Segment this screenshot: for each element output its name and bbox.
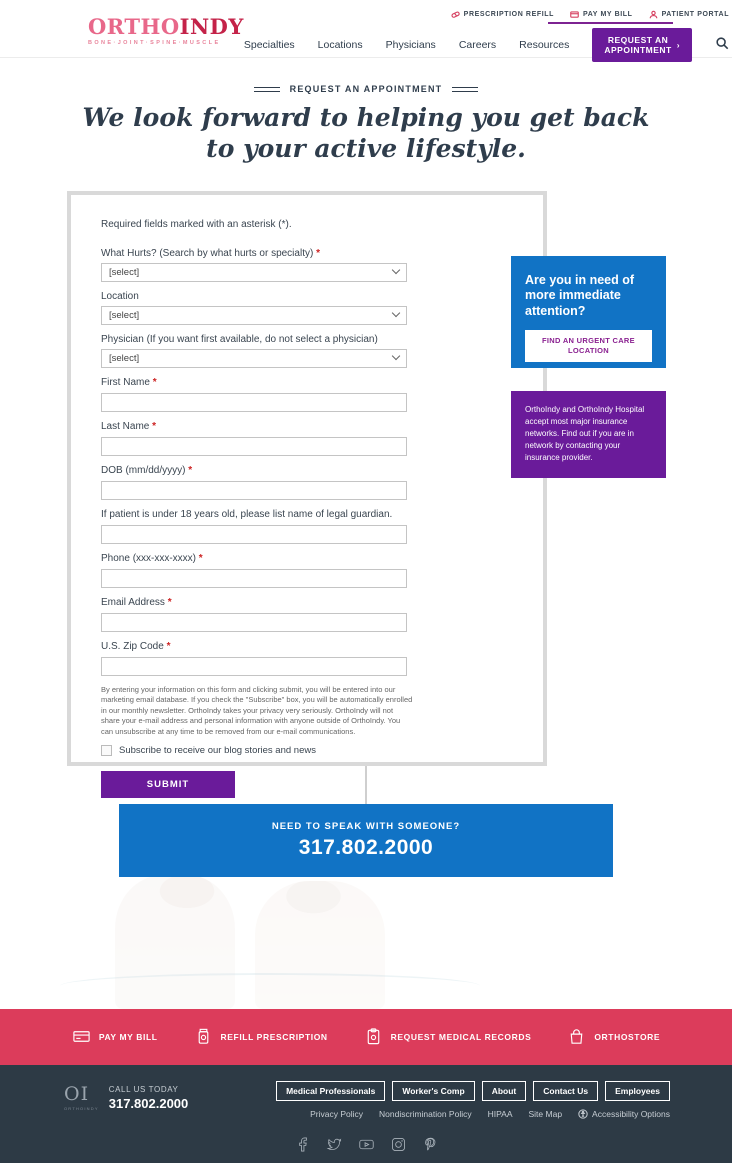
what-hurts-select[interactable]: [select] [101, 263, 407, 282]
main-nav [244, 28, 729, 62]
footer-button-workers-comp[interactable]: Worker's Comp [392, 1081, 474, 1101]
quicklink-orthostore[interactable]: ORTHOSTORE [567, 1027, 660, 1046]
utility-prescription-refill[interactable]: PRESCRIPTION REFILL [451, 10, 554, 19]
chevron-right-icon: › [676, 40, 681, 50]
required-asterisk: * [188, 464, 193, 476]
call-us-label: CALL US TODAY [108, 1084, 179, 1094]
footer-link-accessibility[interactable]: Accessibility Options [578, 1109, 670, 1119]
required-asterisk: * [316, 247, 320, 259]
field-what-hurts: What Hurts? (Search by what hurts or specialty) * [select] [101, 248, 407, 282]
footer-button-employees[interactable]: Employees [605, 1081, 670, 1101]
footer-link-site-map[interactable]: Site Map [528, 1108, 563, 1119]
footer-brand [64, 1082, 189, 1111]
utility-pay-my-bill[interactable]: PAY MY BILL [570, 10, 633, 19]
footer-logo-sub: ORTHOINDY [64, 1105, 99, 1111]
required-asterisk: * [152, 376, 157, 388]
email-field[interactable] [101, 613, 407, 632]
required-asterisk: * [167, 596, 172, 608]
credit-card-icon [570, 10, 579, 19]
utility-underline-decoration [548, 22, 673, 24]
nav-item-resources[interactable]: Resources [519, 39, 570, 51]
footer-link-privacy-policy[interactable]: Privacy Policy [310, 1108, 364, 1119]
field-location: Location [select] [101, 291, 407, 325]
footer-phone[interactable]: 317.802.2000 [108, 1095, 189, 1111]
nav-item-specialties[interactable]: Specialties [243, 39, 295, 51]
nav-item-locations[interactable]: Locations [317, 39, 363, 51]
footer-link-nondiscrimination[interactable]: Nondiscrimination Policy [379, 1108, 472, 1119]
urgent-care-card [511, 256, 666, 368]
logo-text-primary: ORTHO [88, 14, 180, 39]
field-zip: U.S. Zip Code * [101, 641, 407, 676]
marketing-disclaimer: By entering your information on this form and clicking submit, you will be entered into our marketing email database. If you check the "Subscribe" box, you will be automatically enrolled in our monthly newsletter. OrthoIndy takes your privacy very seriously. OrthoIndy will not share your e-mail address and personal information with anyone outside of OrthoIndy. You can unsubscribe at any time to be removed from our e-mail communications. [101, 684, 413, 736]
subscribe-label: Subscribe to receive our blog stories and news [119, 745, 316, 756]
facebook-icon[interactable] [294, 1136, 311, 1158]
phone-banner-label: NEED TO SPEAK WITH SOMEONE? [271, 820, 461, 832]
pill-icon [451, 10, 460, 19]
eyebrow-line [452, 87, 478, 92]
nav-item-physicians[interactable]: Physicians [385, 39, 436, 51]
quicklink-pay-my-bill[interactable]: PAY MY BILL [72, 1027, 158, 1046]
footer-buttons [276, 1081, 670, 1101]
chevron-down-icon [392, 352, 400, 360]
submit-button[interactable]: SUBMIT [101, 771, 235, 798]
field-dob: DOB (mm/dd/yyyy) * [101, 465, 407, 500]
location-select[interactable]: [select] [101, 306, 407, 325]
header-right [244, 0, 729, 57]
person-icon [649, 10, 658, 19]
footer-button-about[interactable]: About [482, 1081, 527, 1101]
appointment-form [67, 191, 547, 790]
quicklink-request-medical-records[interactable]: REQUEST MEDICAL RECORDS [364, 1027, 532, 1046]
youtube-icon[interactable] [358, 1136, 375, 1158]
phone-banner [119, 804, 613, 877]
header [0, 0, 732, 58]
footer-link-hipaa[interactable]: HIPAA [487, 1108, 513, 1119]
required-asterisk: * [166, 640, 171, 652]
chevron-down-icon [392, 309, 400, 317]
field-physician: Physician (If you want first available, do not select a physician) [select] [101, 334, 407, 368]
accessibility-icon [578, 1109, 588, 1119]
footer-links [310, 1109, 670, 1119]
search-icon[interactable] [715, 36, 729, 55]
field-first-name: First Name * [101, 377, 407, 412]
logo-text-secondary: INDY [179, 14, 244, 39]
insurance-card [511, 391, 666, 478]
required-fields-note: Required fields marked with an asterisk (*). [101, 218, 292, 230]
subscribe-row [101, 745, 543, 756]
connector-line [365, 766, 367, 804]
subscribe-checkbox[interactable] [101, 745, 112, 756]
eyebrow-line [254, 87, 280, 92]
utility-nav [451, 10, 729, 19]
eyebrow [0, 84, 732, 94]
social-links [0, 1136, 732, 1158]
instagram-icon[interactable] [390, 1136, 407, 1158]
footer-button-medical-professionals[interactable]: Medical Professionals [276, 1081, 385, 1101]
page-title: We look forward to helping you get back to your active lifestyle. [82, 103, 650, 164]
twitter-icon[interactable] [326, 1136, 343, 1158]
last-name-field[interactable] [101, 437, 407, 456]
footer [0, 1065, 732, 1163]
main-content [0, 191, 732, 877]
required-asterisk: * [198, 552, 203, 564]
utility-patient-portal[interactable]: PATIENT PORTAL [649, 10, 730, 19]
field-guardian: If patient is under 18 years old, please list name of legal guardian. [101, 509, 407, 544]
quicklink-refill-prescription[interactable]: REFILL PRESCRIPTION [194, 1027, 328, 1046]
phone-field[interactable] [101, 569, 407, 588]
chevron-down-icon [392, 266, 400, 274]
clipboard-icon [364, 1027, 383, 1046]
logo-tagline: BONE·JOINT·SPINE·MUSCLE [88, 40, 221, 46]
urgent-care-title: Are you in need of more immediate attention? [525, 272, 635, 318]
credit-card-icon [72, 1027, 91, 1046]
pinterest-icon[interactable] [422, 1136, 439, 1158]
quick-links-bar [0, 1009, 732, 1065]
footer-logo[interactable]: OI [64, 1082, 90, 1105]
physician-select[interactable]: [select] [101, 349, 407, 368]
faded-photo-decoration [0, 877, 732, 1009]
field-last-name: Last Name * [101, 421, 407, 456]
nav-item-careers[interactable]: Careers [458, 39, 497, 51]
photo-bicycle-handlebar [60, 973, 480, 999]
phone-banner-number[interactable]: 317.802.2000 [298, 835, 434, 859]
footer-button-contact-us[interactable]: Contact Us [533, 1081, 598, 1101]
required-asterisk: * [152, 420, 157, 432]
first-name-field[interactable] [101, 393, 407, 412]
field-email: Email Address * [101, 597, 407, 632]
field-phone: Phone (xxx-xxx-xxxx) * [101, 553, 407, 588]
insurance-card-text: OrthoIndy and OrthoIndy Hospital accept most major insurance networks. Find out if you are in network by contacting your insurance provider. [525, 404, 645, 462]
hero-section [0, 58, 732, 165]
orthoindy-logo[interactable] [88, 0, 244, 57]
footer-nav [276, 1081, 670, 1119]
find-urgent-care-button[interactable]: FIND AN URGENT CARE LOCATION [525, 330, 652, 362]
eyebrow-label: REQUEST AN APPOINTMENT [289, 84, 443, 94]
request-appointment-button[interactable]: REQUEST AN APPOINTMENT › [592, 28, 692, 62]
dob-field[interactable] [101, 481, 407, 500]
shopping-bag-icon [567, 1027, 586, 1046]
pill-bottle-icon [194, 1027, 213, 1046]
zip-field[interactable] [101, 657, 407, 676]
guardian-field[interactable] [101, 525, 407, 544]
